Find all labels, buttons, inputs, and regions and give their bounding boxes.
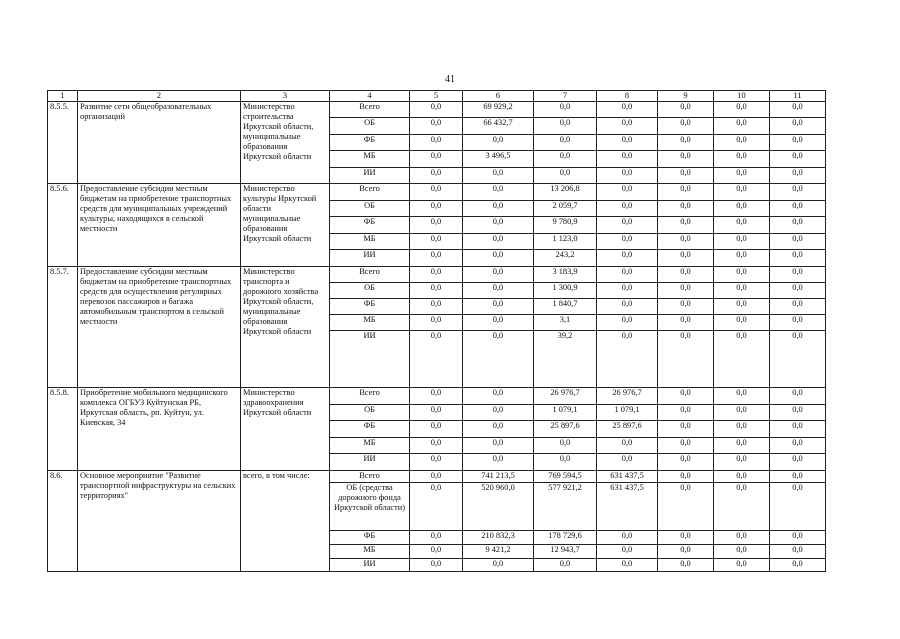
amount-cell: 0,0	[463, 331, 534, 388]
amount-cell: 0,0	[770, 405, 826, 421]
amount-cell: 0,0	[463, 217, 534, 234]
amount-cell: 0,0	[463, 267, 534, 283]
amount-cell: 0,0	[410, 438, 463, 454]
amount-cell: 210 832,3	[463, 531, 534, 545]
amount-cell: 0,0	[658, 151, 714, 168]
amount-cell: 0,0	[714, 168, 770, 184]
amount-cell: 0,0	[597, 118, 658, 135]
amount-cell: 0,0	[410, 151, 463, 168]
amount-cell: 0,0	[534, 135, 597, 151]
amount-cell: 0,0	[714, 118, 770, 135]
amount-cell: 0,0	[410, 454, 463, 471]
amount-cell: 0,0	[714, 315, 770, 331]
amount-cell: 631 437,5	[597, 471, 658, 483]
amount-cell: 243,2	[534, 250, 597, 267]
amount-cell: 0,0	[463, 559, 534, 572]
header-cell: 6	[463, 91, 534, 102]
amount-cell: 1 079,1	[597, 405, 658, 421]
amount-cell: 0,0	[658, 118, 714, 135]
page-number: 41	[445, 74, 455, 85]
amount-cell: 0,0	[770, 168, 826, 184]
amount-cell: 0,0	[597, 299, 658, 315]
amount-cell: 9 780,9	[534, 217, 597, 234]
amount-cell: 0,0	[463, 405, 534, 421]
header-cell: 7	[534, 91, 597, 102]
funding-source: ИИ	[330, 331, 410, 388]
item-code: 8.5.5.	[48, 102, 78, 184]
responsible-executor: всего, в том числе:	[241, 471, 330, 572]
amount-cell: 0,0	[597, 331, 658, 388]
amount-cell: 0,0	[410, 471, 463, 483]
responsible-executor: Министерство транспорта и дорожного хозяйства Иркутской области, муниципальные образования Иркутской области	[241, 267, 330, 388]
amount-cell: 0,0	[770, 201, 826, 217]
amount-cell: 0,0	[658, 201, 714, 217]
amount-cell: 0,0	[770, 545, 826, 559]
amount-cell: 1 123,0	[534, 234, 597, 250]
amount-cell: 0,0	[658, 331, 714, 388]
amount-cell: 0,0	[410, 315, 463, 331]
amount-cell: 0,0	[770, 102, 826, 118]
amount-cell: 0,0	[658, 135, 714, 151]
header-cell: 5	[410, 91, 463, 102]
header-cell: 3	[241, 91, 330, 102]
amount-cell: 0,0	[770, 331, 826, 388]
funding-source: ИИ	[330, 454, 410, 471]
amount-cell: 0,0	[410, 531, 463, 545]
amount-cell: 0,0	[770, 250, 826, 267]
funding-source: МБ	[330, 234, 410, 250]
amount-cell: 12 943,7	[534, 545, 597, 559]
amount-cell: 0,0	[770, 299, 826, 315]
amount-cell: 0,0	[597, 201, 658, 217]
amount-cell: 0,0	[714, 299, 770, 315]
amount-cell: 39,2	[534, 331, 597, 388]
funding-source: ОБ	[330, 118, 410, 135]
table-row	[48, 471, 826, 483]
amount-cell: 69 929,2	[463, 102, 534, 118]
amount-cell: 0,0	[534, 118, 597, 135]
funding-source: ОБ	[330, 405, 410, 421]
amount-cell: 0,0	[658, 217, 714, 234]
funding-source: Всего	[330, 471, 410, 483]
header-cell: 9	[658, 91, 714, 102]
amount-cell: 0,0	[534, 438, 597, 454]
amount-cell: 0,0	[770, 184, 826, 201]
amount-cell: 0,0	[410, 217, 463, 234]
amount-cell: 0,0	[714, 331, 770, 388]
amount-cell: 0,0	[463, 135, 534, 151]
amount-cell: 0,0	[714, 283, 770, 299]
amount-cell: 0,0	[597, 454, 658, 471]
amount-cell: 3 496,5	[463, 151, 534, 168]
budget-table	[47, 90, 826, 572]
header-cell: 1	[48, 91, 78, 102]
amount-cell: 0,0	[714, 217, 770, 234]
amount-cell: 0,0	[658, 454, 714, 471]
amount-cell: 178 729,6	[534, 531, 597, 545]
amount-cell: 0,0	[463, 315, 534, 331]
funding-source: ИИ	[330, 559, 410, 572]
amount-cell: 0,0	[714, 135, 770, 151]
amount-cell: 0,0	[410, 184, 463, 201]
amount-cell: 0,0	[658, 184, 714, 201]
amount-cell: 0,0	[658, 545, 714, 559]
item-description: Основное мероприятие "Развитие транспортной инфраструктуры на сельских территориях"	[78, 471, 241, 572]
amount-cell: 0,0	[410, 388, 463, 405]
header-cell: 2	[78, 91, 241, 102]
amount-cell: 0,0	[770, 531, 826, 545]
amount-cell: 0,0	[597, 168, 658, 184]
amount-cell: 0,0	[770, 151, 826, 168]
amount-cell: 0,0	[770, 421, 826, 438]
funding-source: ИИ	[330, 168, 410, 184]
amount-cell: 0,0	[463, 454, 534, 471]
amount-cell: 0,0	[410, 483, 463, 531]
table-row	[48, 184, 826, 201]
amount-cell: 0,0	[658, 168, 714, 184]
funding-source: Всего	[330, 388, 410, 405]
amount-cell: 66 432,7	[463, 118, 534, 135]
item-code: 8.5.7.	[48, 267, 78, 388]
amount-cell: 0,0	[770, 559, 826, 572]
responsible-executor: Министерство строительства Иркутской области, муниципальные образования Иркутской области	[241, 102, 330, 184]
amount-cell: 0,0	[410, 135, 463, 151]
funding-source: МБ	[330, 545, 410, 559]
table-row	[48, 102, 826, 118]
item-code: 8.6.	[48, 471, 78, 572]
amount-cell: 0,0	[410, 283, 463, 299]
amount-cell: 0,0	[410, 102, 463, 118]
funding-source: МБ	[330, 438, 410, 454]
amount-cell: 0,0	[714, 438, 770, 454]
amount-cell: 0,0	[597, 217, 658, 234]
amount-cell: 0,0	[714, 405, 770, 421]
amount-cell: 0,0	[770, 315, 826, 331]
header-row	[48, 91, 826, 102]
amount-cell: 0,0	[714, 267, 770, 283]
header-cell: 11	[770, 91, 826, 102]
item-code: 8.5.6.	[48, 184, 78, 267]
amount-cell: 0,0	[597, 135, 658, 151]
amount-cell: 3,1	[534, 315, 597, 331]
funding-source: Всего	[330, 102, 410, 118]
amount-cell: 0,0	[410, 267, 463, 283]
amount-cell: 0,0	[658, 267, 714, 283]
amount-cell: 0,0	[410, 405, 463, 421]
amount-cell: 0,0	[534, 168, 597, 184]
amount-cell: 0,0	[770, 471, 826, 483]
amount-cell: 741 213,5	[463, 471, 534, 483]
amount-cell: 0,0	[463, 299, 534, 315]
amount-cell: 0,0	[770, 388, 826, 405]
header-cell: 8	[597, 91, 658, 102]
funding-source: ОБ	[330, 201, 410, 217]
amount-cell: 0,0	[463, 421, 534, 438]
amount-cell: 0,0	[714, 454, 770, 471]
amount-cell: 0,0	[714, 102, 770, 118]
amount-cell: 13 206,8	[534, 184, 597, 201]
amount-cell: 0,0	[658, 421, 714, 438]
amount-cell: 25 897,6	[534, 421, 597, 438]
amount-cell: 0,0	[770, 483, 826, 531]
amount-cell: 0,0	[463, 388, 534, 405]
amount-cell: 1 079,1	[534, 405, 597, 421]
funding-source: ФБ	[330, 135, 410, 151]
amount-cell: 0,0	[597, 267, 658, 283]
item-description: Предоставление субсидии местным бюджетам на приобретение транспортных средств для осуществления регулярных перевозок пассажиров и багажа автомобильным транспортом в сельской местности	[78, 267, 241, 388]
funding-source: МБ	[330, 315, 410, 331]
amount-cell: 0,0	[463, 438, 534, 454]
funding-source: ИИ	[330, 250, 410, 267]
amount-cell: 0,0	[770, 118, 826, 135]
amount-cell: 0,0	[714, 483, 770, 531]
funding-source: ФБ	[330, 217, 410, 234]
amount-cell: 9 421,2	[463, 545, 534, 559]
amount-cell: 0,0	[410, 559, 463, 572]
amount-cell: 0,0	[658, 405, 714, 421]
amount-cell: 0,0	[770, 283, 826, 299]
table-row	[48, 267, 826, 283]
amount-cell: 0,0	[714, 184, 770, 201]
amount-cell: 0,0	[597, 234, 658, 250]
funding-source: ОБ (средства дорожного фонда Иркутской области)	[330, 483, 410, 531]
amount-cell: 0,0	[770, 135, 826, 151]
amount-cell: 0,0	[410, 234, 463, 250]
amount-cell: 26 976,7	[534, 388, 597, 405]
amount-cell: 25 897,6	[597, 421, 658, 438]
amount-cell: 0,0	[658, 283, 714, 299]
amount-cell: 1 840,7	[534, 299, 597, 315]
amount-cell: 0,0	[463, 283, 534, 299]
header-cell: 10	[714, 91, 770, 102]
amount-cell: 0,0	[410, 118, 463, 135]
amount-cell: 0,0	[770, 267, 826, 283]
amount-cell: 0,0	[597, 250, 658, 267]
amount-cell: 0,0	[410, 545, 463, 559]
item-description: Развитие сети общеобразовательных организаций	[78, 102, 241, 184]
amount-cell: 769 594,5	[534, 471, 597, 483]
amount-cell: 0,0	[658, 471, 714, 483]
amount-cell: 0,0	[770, 217, 826, 234]
funding-source: Всего	[330, 267, 410, 283]
amount-cell: 0,0	[463, 168, 534, 184]
amount-cell: 577 921,2	[534, 483, 597, 531]
amount-cell: 0,0	[770, 454, 826, 471]
amount-cell: 0,0	[658, 299, 714, 315]
amount-cell: 631 437,5	[597, 483, 658, 531]
amount-cell: 0,0	[714, 201, 770, 217]
amount-cell: 0,0	[658, 438, 714, 454]
responsible-executor: Министерство здравоохранения Иркутской области	[241, 388, 330, 471]
amount-cell: 3 183,9	[534, 267, 597, 283]
funding-source: ОБ	[330, 283, 410, 299]
amount-cell: 0,0	[714, 531, 770, 545]
header-cell: 4	[330, 91, 410, 102]
amount-cell: 0,0	[463, 184, 534, 201]
amount-cell: 0,0	[597, 545, 658, 559]
amount-cell: 0,0	[410, 250, 463, 267]
funding-source: ФБ	[330, 421, 410, 438]
amount-cell: 0,0	[597, 184, 658, 201]
amount-cell: 0,0	[770, 234, 826, 250]
funding-source: ФБ	[330, 531, 410, 545]
amount-cell: 0,0	[714, 234, 770, 250]
amount-cell: 0,0	[534, 559, 597, 572]
amount-cell: 1 300,9	[534, 283, 597, 299]
amount-cell: 0,0	[658, 102, 714, 118]
amount-cell: 0,0	[714, 471, 770, 483]
amount-cell: 0,0	[714, 421, 770, 438]
item-description: Приобретение мобильного медицинского комплекса ОГБУЗ Куйтунская РБ, Иркутская область, рп. Куйтун, ул. Киевская, 34	[78, 388, 241, 471]
amount-cell: 0,0	[658, 250, 714, 267]
amount-cell: 0,0	[534, 454, 597, 471]
amount-cell: 0,0	[658, 559, 714, 572]
amount-cell: 0,0	[410, 168, 463, 184]
amount-cell: 0,0	[534, 102, 597, 118]
item-code: 8.5.8.	[48, 388, 78, 471]
amount-cell: 0,0	[463, 234, 534, 250]
amount-cell: 0,0	[658, 234, 714, 250]
amount-cell: 0,0	[597, 559, 658, 572]
amount-cell: 0,0	[714, 559, 770, 572]
amount-cell: 0,0	[597, 438, 658, 454]
amount-cell: 26 976,7	[597, 388, 658, 405]
amount-cell: 0,0	[597, 531, 658, 545]
amount-cell: 0,0	[410, 299, 463, 315]
amount-cell: 0,0	[410, 421, 463, 438]
amount-cell: 0,0	[714, 545, 770, 559]
amount-cell: 0,0	[714, 151, 770, 168]
amount-cell: 0,0	[658, 315, 714, 331]
amount-cell: 0,0	[658, 531, 714, 545]
amount-cell: 2 059,7	[534, 201, 597, 217]
amount-cell: 0,0	[714, 388, 770, 405]
amount-cell: 0,0	[463, 201, 534, 217]
amount-cell: 0,0	[463, 250, 534, 267]
amount-cell: 0,0	[410, 201, 463, 217]
amount-cell: 0,0	[597, 315, 658, 331]
amount-cell: 0,0	[770, 438, 826, 454]
amount-cell: 0,0	[410, 331, 463, 388]
amount-cell: 0,0	[597, 151, 658, 168]
responsible-executor: Министерство культуры Иркутской области муниципальные образования Иркутской области	[241, 184, 330, 267]
amount-cell: 0,0	[658, 388, 714, 405]
amount-cell: 0,0	[534, 151, 597, 168]
amount-cell: 0,0	[597, 283, 658, 299]
table-row	[48, 388, 826, 405]
funding-source: ФБ	[330, 299, 410, 315]
item-description: Предоставление субсидии местным бюджетам на приобретение транспортных средств для муниципальных учреждений культуры, находящихся в сельской местности	[78, 184, 241, 267]
amount-cell: 0,0	[658, 483, 714, 531]
funding-source: МБ	[330, 151, 410, 168]
amount-cell: 0,0	[597, 102, 658, 118]
amount-cell: 0,0	[714, 250, 770, 267]
amount-cell: 520 960,0	[463, 483, 534, 531]
funding-source: Всего	[330, 184, 410, 201]
